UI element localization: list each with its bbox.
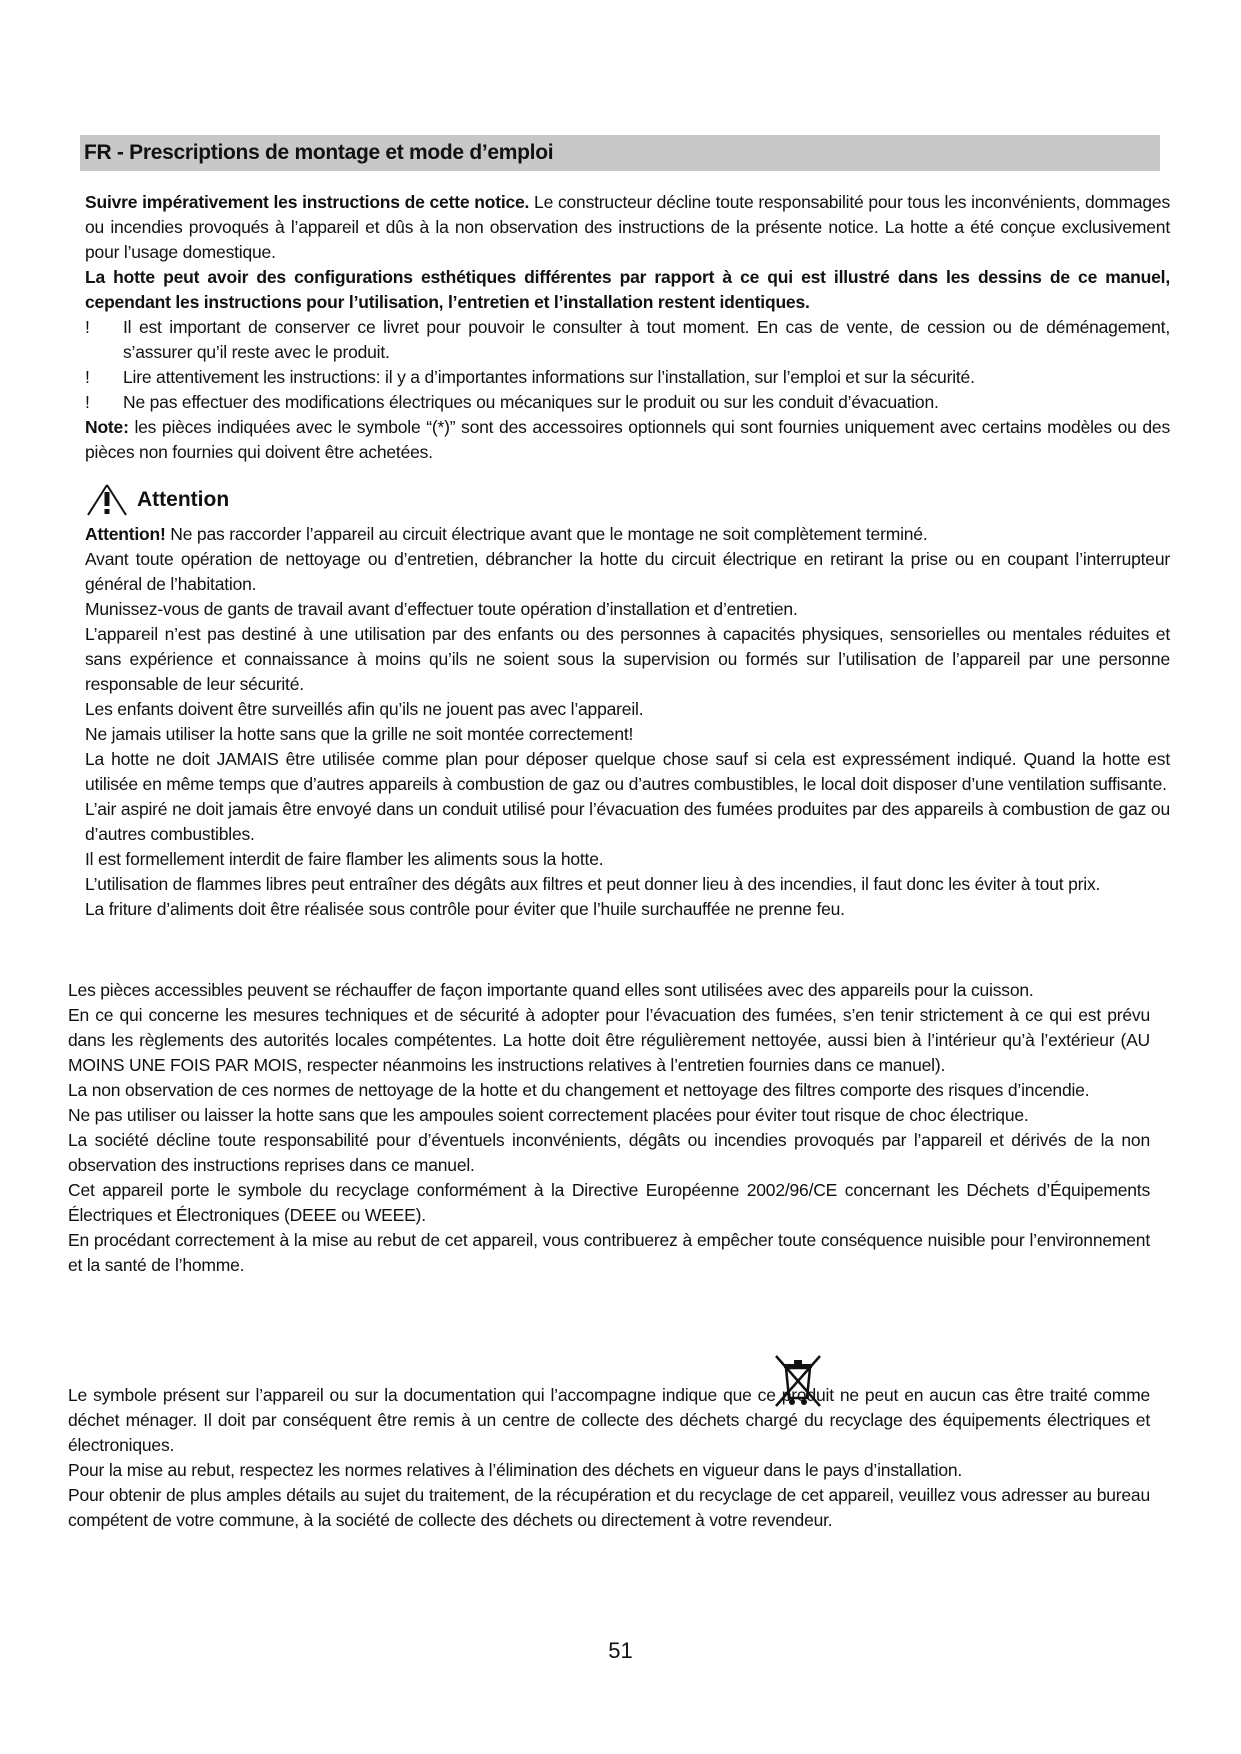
- general-paragraph: Les pièces accessibles peuvent se réchauffer de façon importante quand elles sont utilisées avec des appareils pour la cuisson.: [68, 980, 1034, 1000]
- bullet-item: [85, 365, 1170, 390]
- attention-paragraph: Attention! Ne pas raccorder l’appareil au circuit électrique avant que le montage ne soit complètement terminé.: [85, 524, 928, 544]
- attention-paragraph: Les enfants doivent être surveillés afin qu’ils ne jouent pas avec l’appareil.: [85, 699, 644, 719]
- bullet-item: [85, 315, 1170, 365]
- bullet-item: [85, 390, 1170, 415]
- general-paragraph: Cet appareil porte le symbole du recyclage conformément à la Directive Européenne 2002/96/CE concernant les Déchets d’Équipements Électriques et Électroniques (DEEE ou WEEE).: [68, 1180, 1150, 1225]
- intro-paragraph-1: Suivre impérativement les instructions de cette notice. Le constructeur décline toute responsabilité pour tous les inconvénients, dommages ou incendies provoqués à l’appareil et dûs à la non observation des instructions de la présente notice. La hotte a été conçue exclusivement pour l’usage domestique.: [85, 192, 1171, 262]
- bullet-text: Lire attentivement les instructions: il y a d’importantes informations sur l’installation, sur l’emploi et sur la sécurité.: [123, 367, 975, 387]
- attention-section: [85, 522, 1170, 922]
- section-title: FR - Prescriptions de montage et mode d’emploi: [84, 141, 554, 164]
- attention-paragraph: Avant toute opération de nettoyage ou d’entretien, débrancher la hotte du circuit électrique en retirant la prise ou en coupant l’interrupteur général de l’habitation.: [85, 549, 1170, 594]
- general-paragraph: En procédant correctement à la mise au rebut de cet appareil, vous contribuerez à empêcher toute conséquence nuisible pour l’environnement et la santé de l’homme.: [68, 1230, 1150, 1275]
- attention-heading: [85, 480, 229, 520]
- attention-paragraph: Il est formellement interdit de faire flamber les aliments sous la hotte.: [85, 849, 604, 869]
- intro-section: [85, 190, 1170, 465]
- bullet-text: Ne pas effectuer des modifications électriques ou mécaniques sur le produit ou sur les conduit d’évacuation.: [123, 392, 939, 412]
- attention-paragraph: L’utilisation de flammes libres peut entraîner des dégâts aux filtres et peut donner lieu à des incendies, il faut donc les éviter à tout prix.: [85, 874, 1101, 894]
- page-number: 51: [608, 1638, 633, 1663]
- disposal-paragraph: Le symbole présent sur l’appareil ou sur la documentation qui l’accompagne indique que ce produit ne peut en aucun cas être traité comme déchet ménager. Il doit par conséquent être remis à un centre de collecte des déchets chargé du recyclage des équipements électriques et électroniques.: [68, 1385, 1150, 1455]
- attention-title: Attention: [137, 488, 230, 511]
- exclamation-mark: !: [85, 367, 90, 387]
- section-header: [80, 135, 1160, 171]
- attention-paragraph: La friture d’aliments doit être réalisée sous contrôle pour éviter que l’huile surchauffée ne prenne feu.: [85, 899, 845, 919]
- attention-paragraph: L’air aspiré ne doit jamais être envoyé dans un conduit utilisé pour l’évacuation des fumées produites par des appareils à combustion de gaz ou d’autres combustibles.: [85, 799, 1170, 844]
- bullet-text: Il est important de conserver ce livret pour pouvoir le consulter à tout moment. En cas de vente, de cession ou de déménagement, s’assurer qu’il reste avec le produit.: [123, 317, 1170, 362]
- intro-paragraph-2: La hotte peut avoir des configurations esthétiques différentes par rapport à ce qui est illustré dans les dessins de ce manuel, cependant les instructions pour l’utilisation, l’entretien et l’installation restent identiques.: [85, 267, 1170, 312]
- note-paragraph: Note: les pièces indiquées avec le symbole “(*)” sont des accessoires optionnels qui sont fournies uniquement avec certains modèles ou des pièces non fournies qui doivent être achetées.: [85, 417, 1170, 462]
- attention-paragraph: La hotte ne doit JAMAIS être utilisée comme plan pour déposer quelque chose sauf si cela est expressément indiqué. Quand la hotte est utilisée en même temps que d’autres appareils à combustion de gaz ou d’autres combustibles, le local doit disposer d’une ventilation suffisante.: [85, 749, 1170, 794]
- attention-paragraph: Ne jamais utiliser la hotte sans que la grille ne soit montée correctement!: [85, 724, 634, 744]
- disposal-section: [68, 1383, 1150, 1533]
- attention-paragraph: L’appareil n’est pas destiné à une utilisation par des enfants ou des personnes à capacités physiques, sensorielles ou mentales réduites et sans expérience et connaissance à moins qu’ils ne soient sous la supervision ou formés sur l’utilisation de l’appareil par une personne responsable de leur sécurité.: [85, 624, 1170, 694]
- general-paragraph: En ce qui concerne les mesures techniques et de sécurité à adopter pour l’évacuation des fumées, s’en tenir strictement à ce qui est prévu dans les règlements des autorités locales compétentes. La hotte doit être régulièrement nettoyée, aussi bien à l’intérieur qu’à l’extérieur (AU MOINS UNE FOIS PAR MOIS, respecter néanmoins les instructions relatives à l’entretien fournies dans ce manuel).: [68, 1005, 1150, 1075]
- general-paragraph: La société décline toute responsabilité pour d’éventuels inconvénients, dégâts ou incendies provoqués par l’appareil et dérivés de la non observation des instructions reprises dans ce manuel.: [68, 1130, 1150, 1175]
- exclamation-mark: !: [85, 392, 90, 412]
- warning-triangle-icon: [85, 482, 129, 518]
- attention-paragraph: Munissez-vous de gants de travail avant d’effectuer toute opération d’installation et d’entretien.: [85, 599, 798, 619]
- exclamation-mark: !: [85, 317, 90, 337]
- disposal-paragraph: Pour obtenir de plus amples détails au sujet du traitement, de la récupération et du recyclage de cet appareil, veuillez vous adresser au bureau compétent de votre commune, à la société de collecte des déchets ou directement à votre revendeur.: [68, 1485, 1150, 1530]
- general-section: [68, 978, 1150, 1278]
- disposal-paragraph: Pour la mise au rebut, respectez les normes relatives à l’élimination des déchets en vigueur dans le pays d’installation.: [68, 1460, 963, 1480]
- general-paragraph: La non observation de ces normes de nettoyage de la hotte et du changement et nettoyage des filtres comporte des risques d’incendie.: [68, 1080, 1090, 1100]
- general-paragraph: Ne pas utiliser ou laisser la hotte sans que les ampoules soient correctement placées pour éviter tout risque de choc électrique.: [68, 1105, 1029, 1125]
